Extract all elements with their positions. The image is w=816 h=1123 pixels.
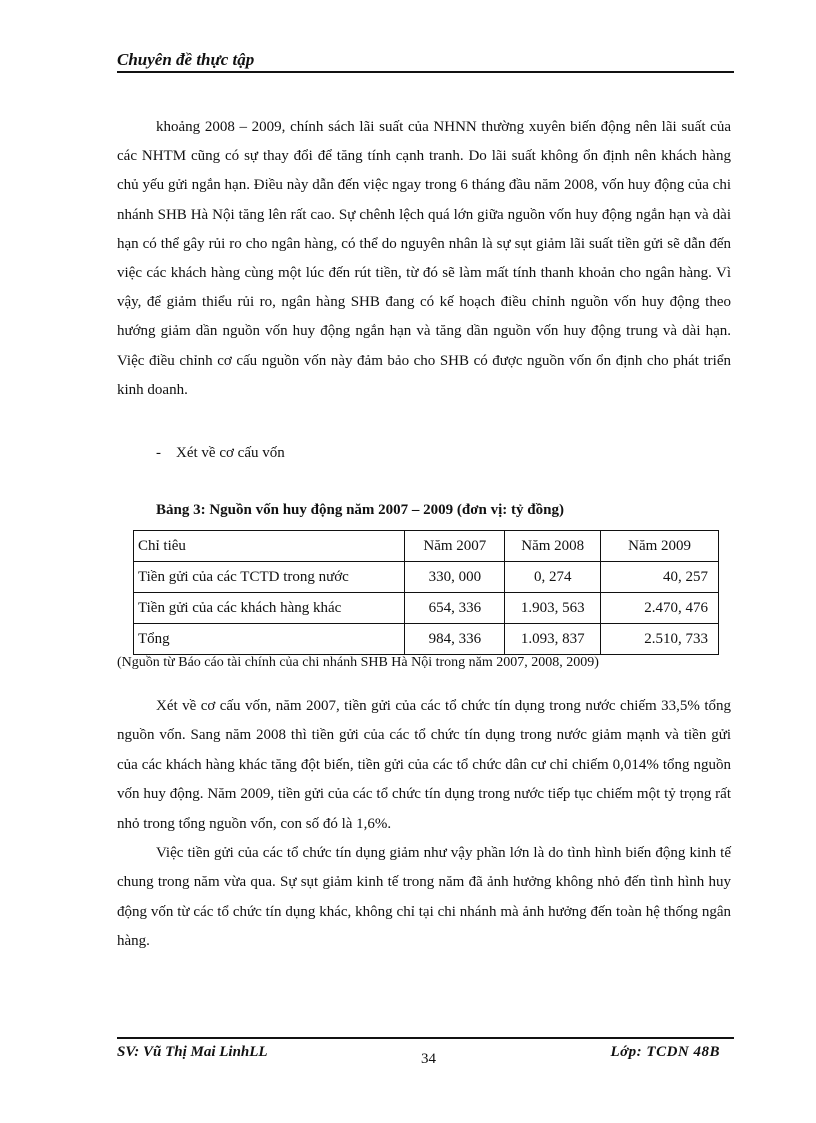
table-source-note: (Nguồn từ Báo cáo tài chính của chi nhánh SHB Hà Nội trong năm 2007, 2008, 2009) bbox=[117, 655, 599, 670]
paragraph: Việc tiền gửi của các tổ chức tín dụng giảm như vậy phần lớn là do tình hình biến động kinh tế chung trong năm vừa qua. Sự sụt giảm kinh tế trong năm đã ảnh hưởng không nhỏ đến tình hình huy động vốn từ các tổ chức tín dụng khác, không chỉ tại chi nhánh mà ảnh hưởng đến toàn hệ thống ngân hàng. bbox=[117, 845, 731, 950]
page-number: 34 bbox=[421, 1051, 436, 1067]
table-cell: 0, 274 bbox=[505, 562, 601, 593]
section-body-2 bbox=[117, 692, 731, 957]
header-cell: Năm 2009 bbox=[601, 531, 719, 562]
header-cell: Chỉ tiêu bbox=[134, 531, 405, 562]
table-cell: 40, 257 bbox=[601, 562, 719, 593]
header-cell: Năm 2008 bbox=[505, 531, 601, 562]
table-cell: Tổng bbox=[134, 624, 405, 655]
footer-student: SV: Vũ Thị Mai LinhLL bbox=[117, 1044, 268, 1060]
bullet-dash: - bbox=[156, 445, 161, 461]
table-row bbox=[134, 593, 719, 624]
table-header-row bbox=[134, 531, 719, 562]
table-cell: Tiền gửi của các khách hàng khác bbox=[134, 593, 405, 624]
footer-class: Lớp: TCDN 48B bbox=[610, 1044, 720, 1060]
header-divider bbox=[117, 71, 734, 73]
table-cell: 330, 000 bbox=[405, 562, 505, 593]
header-cell: Năm 2007 bbox=[405, 531, 505, 562]
footer-divider bbox=[117, 1037, 734, 1039]
table-cell: 984, 336 bbox=[405, 624, 505, 655]
paragraph: Xét về cơ cấu vốn, năm 2007, tiền gửi của các tổ chức tín dụng trong nước chiếm 33,5% tổng nguồn vốn. Sang năm 2008 thì tiền gửi của các tổ chức tín dụng trong nước giảm mạnh và tiền gửi của các khách hàng khác tăng đột biến, tiền gửi của các tổ chức dân cư chỉ chiếm 0,014% tổng nguồn vốn huy động. Năm 2009, tiền gửi của các tổ chức tín dụng trong nước tiếp tục chiếm một tỷ trọng rất nhỏ trong tổng nguồn vốn, con số đó là 1,6%. bbox=[117, 698, 731, 832]
table-cell: 1.093, 837 bbox=[505, 624, 601, 655]
table-row bbox=[134, 624, 719, 655]
bullet-text: Xét về cơ cấu vốn bbox=[176, 445, 285, 461]
header-title: Chuyên đề thực tập bbox=[117, 50, 255, 69]
bullet-item bbox=[156, 441, 285, 465]
table-cell: 654, 336 bbox=[405, 593, 505, 624]
section-body-1 bbox=[117, 113, 731, 405]
table-cell: 1.903, 563 bbox=[505, 593, 601, 624]
table-cell: Tiền gửi của các TCTD trong nước bbox=[134, 562, 405, 593]
table-caption: Bảng 3: Nguồn vốn huy động năm 2007 – 2009 (đơn vị: tỷ đồng) bbox=[156, 502, 564, 518]
funding-table bbox=[133, 530, 719, 655]
table-cell: 2.510, 733 bbox=[601, 624, 719, 655]
paragraph: khoảng 2008 – 2009, chính sách lãi suất của NHNN thường xuyên biến động nên lãi suất của các NHTM cũng có sự thay đổi để tăng tính cạnh tranh. Do lãi suất không ổn định nên khách hàng chủ yếu gửi ngắn hạn. Điều này dẫn đến việc ngay trong 6 tháng đầu năm 2008, vốn huy động của chi nhánh SHB Hà Nội tăng lên rất cao. Sự chênh lệch quá lớn giữa nguồn vốn huy động ngắn hạn và dài hạn có thể gây rủi ro cho ngân hàng, có thể do nguyên nhân là sự sụt giảm lãi suất tiền gửi sẽ dẫn đến việc các khách hàng cùng một lúc đến rút tiền, từ đó sẽ làm mất tính thanh khoản cho ngân hàng. Vì vậy, để giảm thiểu rủi ro, ngân hàng SHB đang có kế hoạch điều chỉnh nguồn vốn huy động theo hướng giảm dần nguồn vốn huy động ngắn hạn và tăng dần nguồn vốn huy động trung và dài hạn. Việc điều chỉnh cơ cấu nguồn vốn này đảm bảo cho SHB có được nguồn vốn ổn định cho phát triển kinh doanh. bbox=[117, 119, 731, 398]
table-row bbox=[134, 562, 719, 593]
table-cell: 2.470, 476 bbox=[601, 593, 719, 624]
